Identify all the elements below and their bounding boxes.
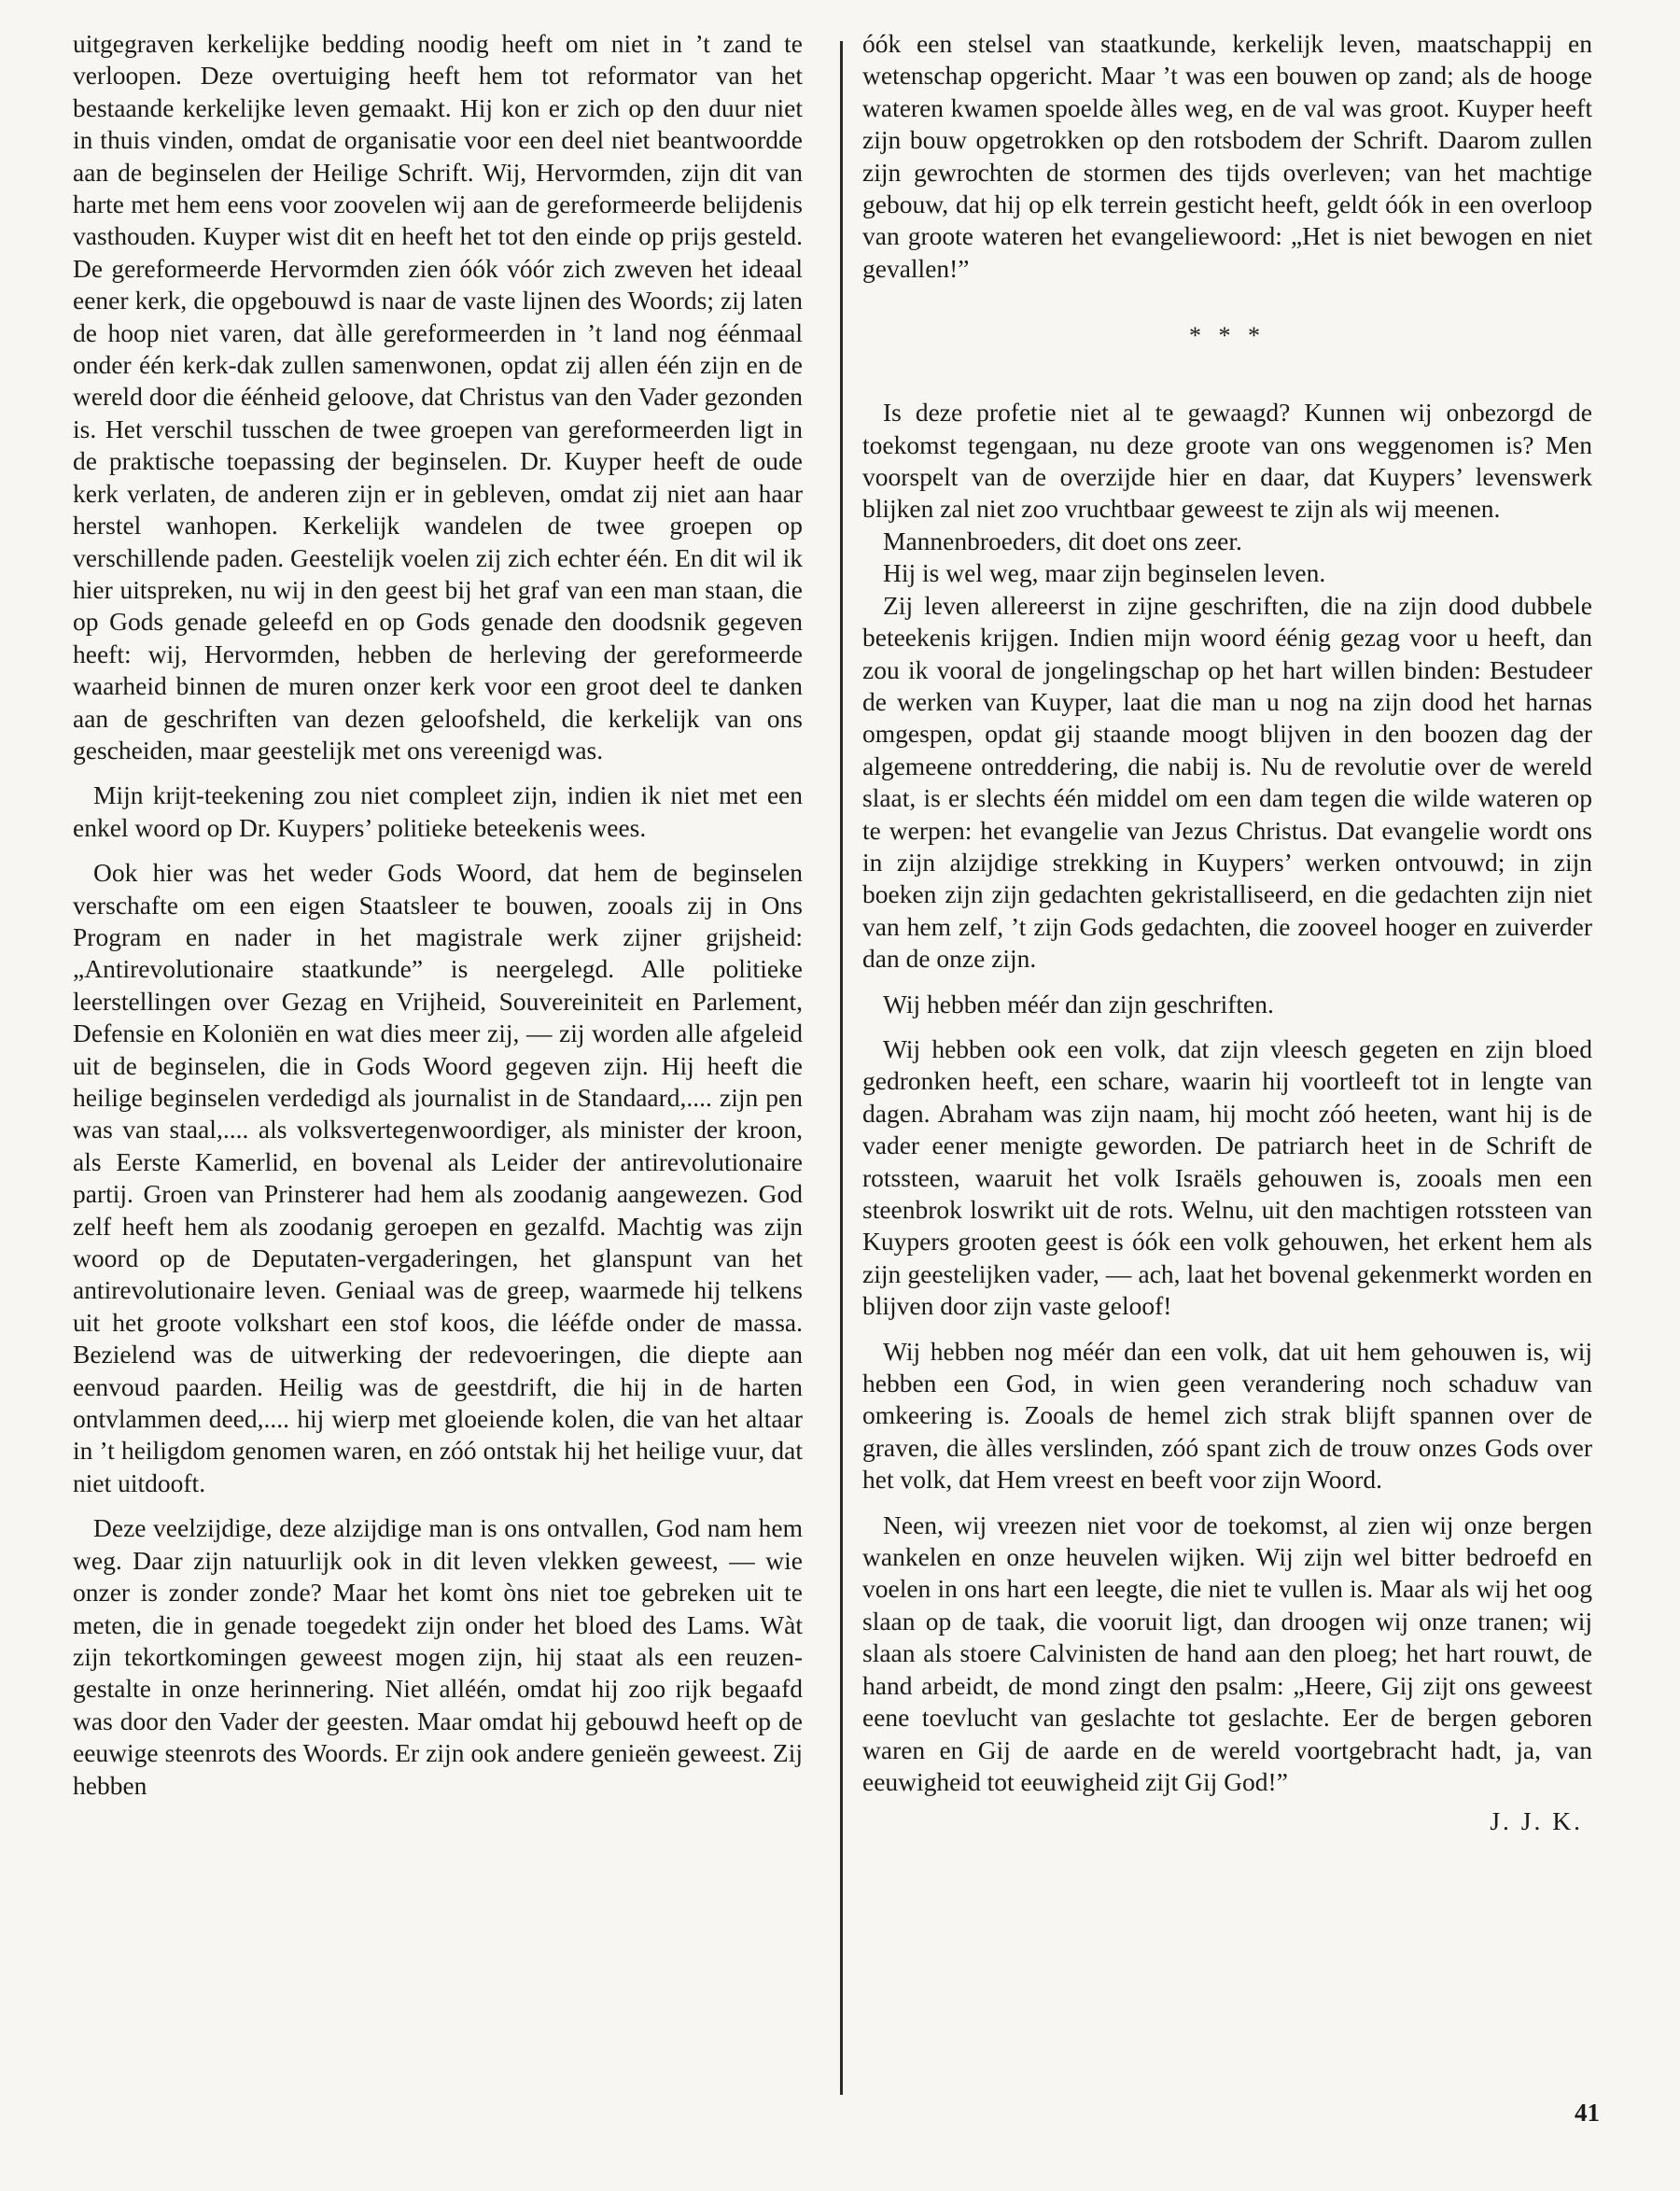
paragraph: Zij leven allereerst in zijne geschriften, die na zijn dood dubbele beteekenis krijgen. Indien mijn woord éénig gezag voor u heeft, dan zou ik vooral de jongelingschap op het hart willen binden: Bestudeer de werken van Kuyper, laat die man u nog na zijn dood het harnas omgespen, opdat gij staande moogt blijven in den boozen dag der algemeene ontreddering, die nabij is. Nu de revolutie over de wereld slaat, is er slechts één middel om een dam tegen die wilde wateren op te werpen: het evangelie van Jezus Christus. Dat evangelie wordt ons in zijn alzijdige strekking in Kuypers’ werken ontvouwd; in zijn boeken zijn zijn gedachten gekristalliseerd, en die gedachten zijn niet van hem zelf, ’t zijn Gods gedachten, die zooveel hooger en zuiverder dan de onze zijn. — [862, 590, 1592, 974]
right-column — [862, 28, 1592, 1838]
paragraph: Hij is wel weg, maar zijn beginselen leven. — [883, 558, 1326, 588]
paragraph: Wij hebben ook een volk, dat zijn vleesch gegeten en zijn bloed gedronken heeft, een schare, waarin hij voortleeft tot in lengte van dagen. Abraham was zijn naam, hij mocht zóó heeten, want hij is de vader eener menigte geworden. De patriarch heet in de Schrift de rotssteen, waaruit het volk Israëls gehouwen is, zooals men een steenbrok loswrikt uit de rots. Welnu, uit den machtigen rotssteen van Kuypers grooten geest is óók een volk gehouwen, het erkent hem als zijn geestelijken vader, — ach, laat het bovenal gekenmerkt worden en blijven door zijn vaste geloof! — [862, 1033, 1592, 1321]
paragraph: Wij hebben méér dan zijn geschriften. — [883, 989, 1274, 1018]
column-divider — [840, 41, 843, 2095]
paragraph: uitgegraven kerkelijke bedding noodig heeft om niet in ’t zand te verloopen. Deze overtuiging heeft hem tot reformator van het bestaande kerkelijke leven gemaakt. Hij kon er zich op den duur niet in thuis vinden, omdat de organisatie voor een deel niet beantwoordde aan de beginselen der Heilige Schrift. Wij, Hervormden, zijn dit van harte met hem eens voor zoovelen wij aan de gereformeerde belijdenis vasthouden. Kuyper wist dit en heeft het tot den einde op prijs gesteld. De gereformeerde Hervormden zien óók vóór zich zweven het ideaal eener kerk, die opgebouwd is naar de vaste lijnen des Woords; zij laten de hoop niet varen, dat àlle gereformeerden in ’t land nog éénmaal onder één kerk-dak zullen samenwonen, opdat zij allen één zijn en de wereld door die éénheid geloove, dat Christus van den Vader gezonden is. Het verschil tusschen de twee groepen van gereformeerden ligt in de praktische toepassing der beginselen. Dr. Kuyper heeft de oude kerk verlaten, de anderen zijn er in gebleven, omdat zij niet aan haar herstel wanhopen. Kerkelijk wandelen de twee groepen op verschillende paden. Geestelijk voelen zij zich echter één. En dit wil ik hier uitspreken, nu wij in den geest bij het graf van een man staan, die op Gods genade geleefd en op Gods genade den doodsnik gegeven heeft: wij, Hervormden, hebben de herleving der gereformeerde waarheid binnen de muren onzer kerk voor een groot deel te danken aan de geschriften van dezen geloofsheld, die kerkelijk van ons gescheiden, maar geestelijk met ons vereenigd was. — [73, 29, 803, 765]
paragraph: Ook hier was het weder Gods Woord, dat hem de beginselen verschafte om een eigen Staatsleer te bouwen, zooals zij in Ons Program en nader in het magistrale werk zijner grijsheid: „Antirevolutionaire staatkunde” is neergelegd. Alle politieke leerstellingen over Gezag en Vrijheid, Souvereiniteit en Parlement, Defensie en Koloniën en wat dies meer zij, — zij worden alle afgeleid uit de beginselen, die in Gods Woord gegeven zijn. Hij heeft die heilige beginselen verdedigd als journalist in de Standaard,.... zijn pen was van staal,.... als volksvertegenwoordiger, als minister der kroon, als Eerste Kamerlid, en bovenal als Leider der antirevolutionaire partij. Groen van Prinsterer had hem als zoodanig aangewezen. God zelf heeft hem als zoodanig geroepen en gezalfd. Machtig was zijn woord op de Deputaten-vergaderingen, het glanspunt van het antirevolutionaire leven. Geniaal was de greep, waarmede hij telkens uit het groote volkshart een stof koos, die lééfde onder de massa. Bezielend was de uitwerking der redevoeringen, die diepte aan eenvoud paarden. Heilig was de geestdrift, die hij in de harten ontvlammen deed,.... hij wierp met gloeiende kolen, die van het altaar in ’t heiligdom genomen waren, en zóó ontstak hij het heilige vuur, dat niet uitdooft. — [73, 858, 803, 1497]
paragraph: óók een stelsel van staatkunde, kerkelijk leven, maatschappij en wetenschap opgericht. Maar ’t was een bouwen op zand; als de hooge wateren kwamen spoelde àlles weg, en de val was groot. Kuyper heeft zijn bouw opgetrokken op den rotsbodem der Schrift. Daarom zullen zijn gewrochten de stormen des tijds overleven; van het machtige gebouw, dat hij op elk terrein gesticht heeft, geldt óók in een overloop van groote wateren het evangeliewoord: „Het is niet bewogen en niet gevallen!” — [862, 29, 1592, 283]
paragraph: Mannenbroeders, dit doet ons zeer. — [883, 526, 1242, 555]
left-column — [73, 28, 803, 1802]
paragraph: Wij hebben nog méér dan een volk, dat uit hem gehouwen is, wij hebben een God, in wien geen verandering noch schaduw van omkeering is. Zooals de hemel zich strak blijft spannen over de graven, die àlles verslinden, zóó spant zich de trouw onzes Gods over het volk, dat Hem vreest en beeft voor zijn Woord. — [862, 1336, 1592, 1495]
author-signature: J. J. K. — [1490, 1806, 1583, 1836]
paragraph: Neen, wij vreezen niet voor de toekomst, al zien wij onze bergen wankelen en onze heuvelen wijken. Wij zijn wel bitter bedroefd en voelen in ons hart een leegte, die niet te vullen is. Maar als wij het oog slaan op de taak, die vooruit ligt, dan droogen wij onze tranen; wij slaan als stoere Calvinisten de hand aan den ploeg; het hart rouwt, de hand arbeidt, de mond zingt den psalm: „Heere, Gij zijt ons geweest eene toevlucht van geslachte tot geslachte. Eer de bergen geboren waren en Gij de aarde en de wereld voortgebracht hadt, ja, van eeuwigheid tot eeuwigheid zijt Gij God!” — [862, 1510, 1592, 1796]
paragraph: Mijn krijt-teekening zou niet compleet zijn, indien ik niet met een enkel woord op Dr. Kuypers’ politieke beteekenis wees. — [73, 780, 803, 842]
paragraph: Is deze profetie niet al te gewaagd? Kunnen wij onbezorgd de toekomst tegengaan, nu deze groote van ons weggenomen is? Men voorspelt van de overzijde hier en daar, dat Kuypers’ levenswerk blijken zal niet zoo vruchtbaar geweest te zijn als wij meenen. — [862, 398, 1592, 524]
page-number: 41 — [1575, 2099, 1600, 2127]
paragraph: Deze veelzijdige, deze alzijdige man is ons ontvallen, God nam hem weg. Daar zijn natuurlijk ook in dit leven vlekken geweest, — wie onzer is zonder zonde? Maar het komt òns niet toe gebreken uit te meten, die in genade toegedekt zijn onder het bloed des Lams. Wàt zijn tekortkomingen geweest mogen zijn, hij staat als een reuzen-gestalte in onze herinnering. Niet alléén, omdat hij zoo rijk begaafd was door den Vader der geesten. Maar omdat hij gebouwd heeft op de eeuwige steenrots des Woords. Er zijn ook andere genieën geweest. Zij hebben — [73, 1513, 803, 1800]
section-break-asterism: * * * — [1189, 322, 1266, 350]
